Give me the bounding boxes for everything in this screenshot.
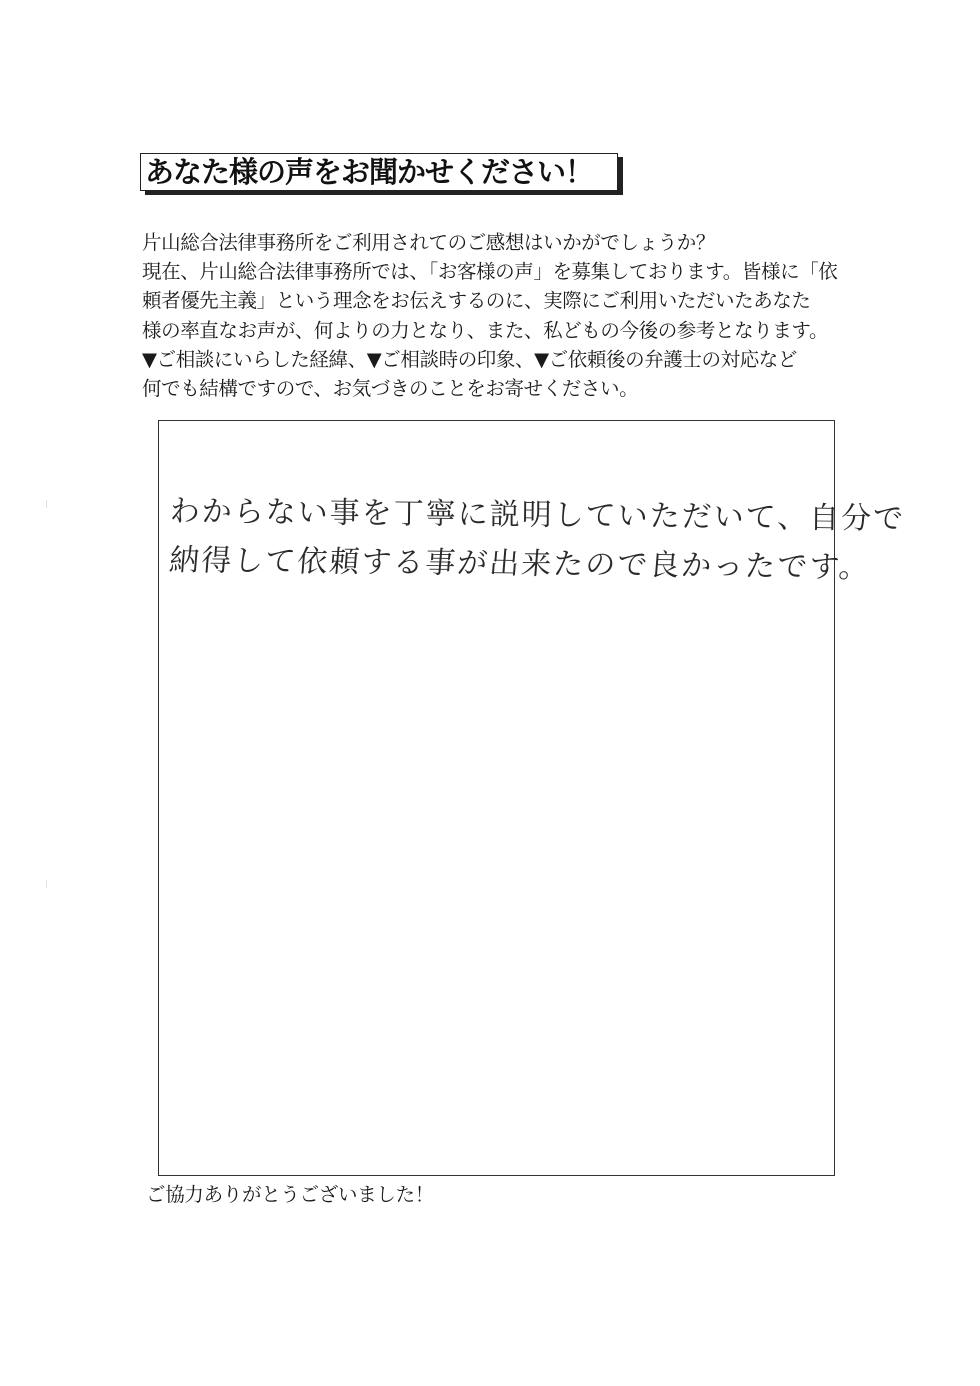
intro-paragraph	[142, 228, 862, 403]
title-box	[140, 153, 618, 191]
intro-line: 何でも結構ですので、お気づきのことをお寄せください。	[142, 377, 639, 401]
intro-line: ▼ご相談にいらした経緯、▼ご相談時の印象、▼ご依頼後の弁護士の対応など	[142, 347, 797, 371]
intro-line: 片山総合法律事務所をご利用されてのご感想はいかがでしょうか？	[142, 231, 716, 254]
handwritten-line: 納得して依頼する事が出来たので良かったです。	[167, 543, 873, 586]
intro-line: 現在、片山総合法律事務所では、「お客様の声」を募集しております。皆様に「依	[142, 260, 838, 284]
intro-line: 様の率直なお声が、何よりの力となり、また、私どもの今後の参考となります。	[142, 318, 829, 342]
handwritten-line: わからない事を丁寧に説明していただいて、自分で	[169, 493, 906, 537]
intro-line: 頼者優先主義」という理念をお伝えするのに、実際にご利用いただいたあなた	[142, 289, 811, 313]
scan-speck	[46, 500, 47, 508]
thanks-text: ご協力ありがとうございました！	[146, 1183, 435, 1206]
scan-speck	[46, 880, 47, 888]
handwritten-answer	[169, 487, 905, 593]
page-title: あなた様の声をお聞かせください！	[145, 154, 594, 189]
